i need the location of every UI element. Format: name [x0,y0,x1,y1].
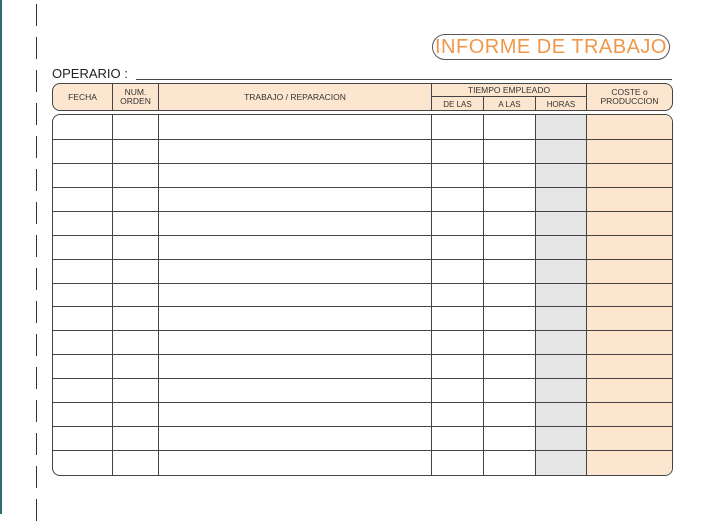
left-margin-rule [0,0,2,514]
row-divider [53,354,672,355]
perforation-mark [36,70,37,92]
perforation-mark [36,202,37,224]
column-divider [586,115,587,475]
row-divider [53,306,672,307]
header-de-las: DE LAS [431,97,483,111]
perforation-mark [36,136,37,158]
coste-column-fill [586,115,673,475]
column-divider [431,115,432,475]
perforation-mark [36,301,37,323]
header-num-label: NUM. [124,87,147,97]
perforation-mark [36,4,37,26]
form-title: INFORME DE TRABAJO [435,35,667,58]
column-divider [535,115,536,475]
header-trabajo [158,84,431,110]
row-divider [53,187,672,188]
column-divider [158,115,159,475]
row-divider [53,235,672,236]
header-num-orden [112,84,158,110]
row-divider [53,163,672,164]
perforation-mark [36,103,37,125]
header-orden-label: ORDEN [120,96,151,106]
form-title-box [432,34,670,60]
header-produccion-label: PRODUCCION [600,96,659,106]
header-horas: HORAS [535,97,586,111]
perforation-mark [36,400,37,422]
column-divider [483,115,484,475]
perforation-mark [36,37,37,59]
work-log-table [52,114,673,476]
perforation-mark [36,334,37,356]
perforation-mark [36,433,37,455]
header-fecha [53,84,112,110]
perforation-mark [36,466,37,488]
header-a-las: A LAS [483,97,535,111]
column-divider [112,115,113,475]
table-header [52,83,673,111]
row-divider [53,330,672,331]
header-trabajo-label: TRABAJO / REPARACION [244,91,346,102]
perforation-mark [36,169,37,191]
header-tiempo-empleado: TIEMPO EMPLEADO [431,84,586,97]
perforation-mark [36,235,37,257]
header-coste-label: COSTE o [611,87,648,97]
horas-column-fill [535,115,586,475]
perforation-mark [36,499,37,521]
row-divider [53,211,672,212]
row-divider [53,283,672,284]
header-coste [586,84,672,110]
operario-field-line[interactable] [136,79,672,80]
row-divider [53,259,672,260]
row-divider [53,450,672,451]
header-fecha-label: FECHA [68,91,97,102]
row-divider [53,402,672,403]
perforation-marks [36,0,38,514]
row-divider [53,139,672,140]
perforation-mark [36,268,37,290]
operario-label: OPERARIO : [52,66,128,81]
row-divider [53,426,672,427]
perforation-mark [36,367,37,389]
row-divider [53,378,672,379]
